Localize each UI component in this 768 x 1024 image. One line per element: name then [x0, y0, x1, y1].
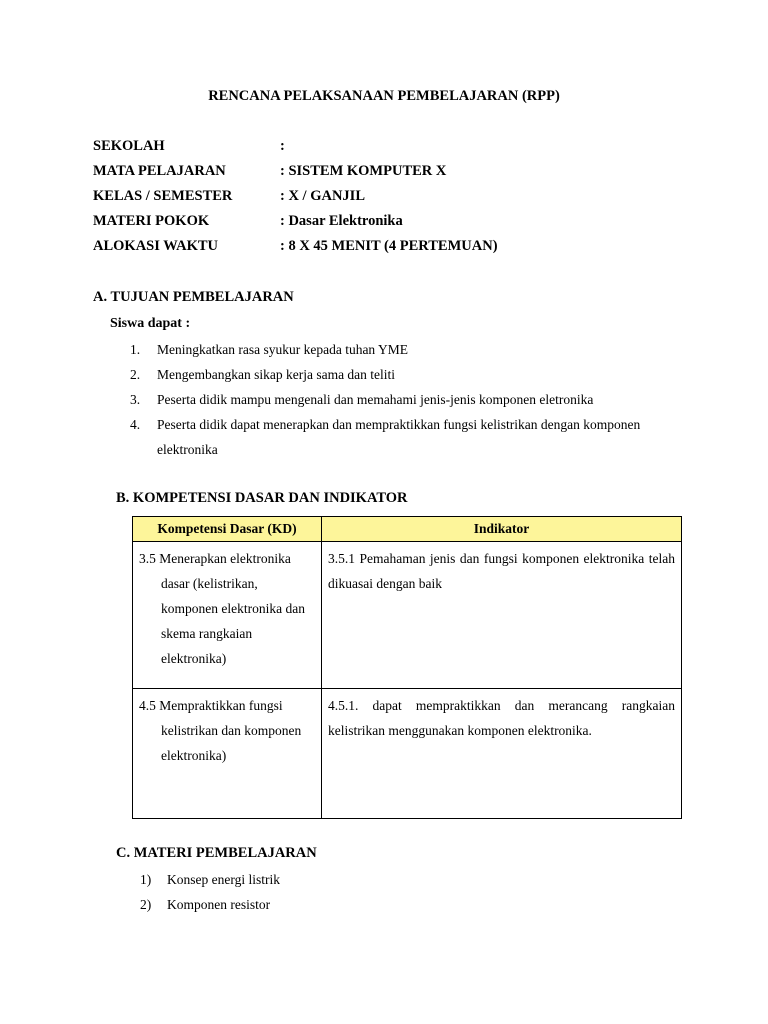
list-item — [130, 389, 675, 414]
objectives-list — [130, 339, 675, 462]
identity-value: : Dasar Elektronika — [280, 213, 403, 229]
list-text: Konsep energi listrik — [167, 872, 280, 887]
identity-row-class — [93, 188, 365, 210]
list-text: Peserta didik mampu mengenali dan memahami jenis-jenis komponen eletronika — [157, 392, 594, 407]
competency-table — [132, 516, 682, 819]
identity-value: : SISTEM KOMPUTER X — [280, 163, 447, 179]
kd-continuation: kelistrikan dan komponen elektronika) — [161, 723, 302, 763]
identity-value: : 8 X 45 MENIT (4 PERTEMUAN) — [280, 238, 498, 254]
list-text: Meningkatkan rasa syukur kepada tuhan YME — [157, 342, 409, 357]
section-a-intro: Siswa dapat : — [110, 316, 191, 331]
identity-label: SEKOLAH — [93, 138, 165, 154]
list-item — [140, 894, 280, 919]
kd-first-line: 4.5 Mempraktikkan fungsi — [139, 698, 283, 713]
identity-label: ALOKASI WAKTU — [93, 238, 219, 254]
identity-row-topic — [93, 213, 403, 235]
identity-row-time — [93, 238, 498, 260]
list-text: Komponen resistor — [167, 897, 271, 912]
list-number: 2) — [140, 897, 152, 912]
identity-label: KELAS / SEMESTER — [93, 188, 233, 204]
kd-cell — [133, 689, 322, 819]
kd-cell — [133, 542, 322, 689]
identity-row-subject — [93, 163, 446, 185]
table-row — [133, 542, 682, 689]
indicator-cell: 3.5.1 Pemahaman jenis dan fungsi komponen elektronika telah dikuasai dengan baik — [322, 542, 682, 689]
list-item — [140, 869, 280, 894]
identity-value: : — [280, 138, 285, 154]
document-title: RENCANA PELAKSANAAN PEMBELAJARAN (RPP) — [208, 88, 560, 104]
list-number: 2. — [130, 367, 141, 382]
section-a-heading: A. TUJUAN PEMBELAJARAN — [93, 289, 294, 305]
list-item — [130, 412, 675, 462]
list-number: 1) — [140, 872, 152, 887]
kd-first-line: 3.5 Menerapkan elektronika — [139, 551, 291, 566]
identity-row-school — [93, 138, 285, 160]
section-c-heading: C. MATERI PEMBELAJARAN — [116, 845, 317, 861]
indicator-cell: 4.5.1. dapat mempraktikkan dan merancang rangkaian kelistrikan menggunakan komponen elektronika. — [322, 689, 682, 819]
list-item — [130, 339, 675, 364]
list-number: 4. — [130, 417, 141, 432]
list-item — [130, 364, 675, 389]
table-header-row — [133, 517, 682, 542]
list-number: 1. — [130, 342, 141, 357]
identity-label: MATERI POKOK — [93, 213, 210, 229]
material-list — [140, 869, 280, 919]
list-number: 3. — [130, 392, 141, 407]
header-indicator: Indikator — [322, 517, 682, 542]
header-kd: Kompetensi Dasar (KD) — [133, 517, 322, 542]
kd-continuation: dasar (kelistrikan, komponen elektronika dan skema rangkaian elektronika) — [161, 576, 305, 666]
list-text: Peserta didik dapat menerapkan dan mempraktikkan fungsi kelistrikan dengan komponen elektronika — [157, 417, 641, 457]
table-row — [133, 689, 682, 819]
identity-label: MATA PELAJARAN — [93, 163, 226, 179]
identity-value: : X / GANJIL — [280, 188, 365, 204]
list-text: Mengembangkan sikap kerja sama dan teliti — [157, 367, 396, 382]
section-b-heading: B. KOMPETENSI DASAR DAN INDIKATOR — [116, 490, 408, 506]
